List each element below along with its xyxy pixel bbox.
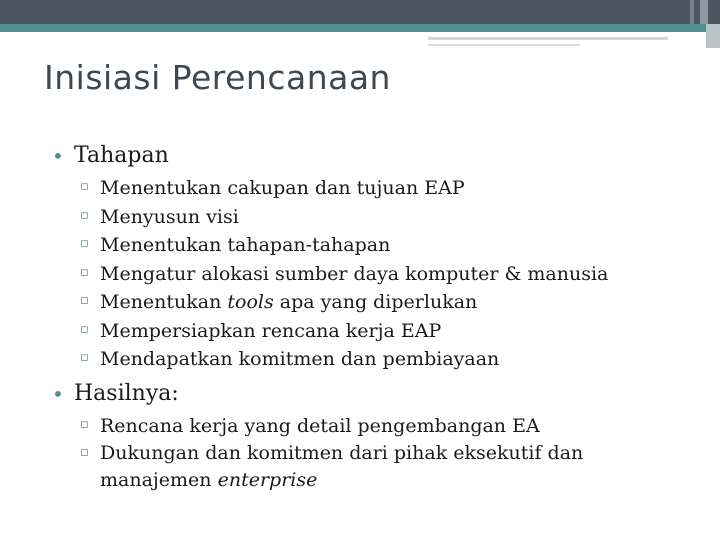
corner-stripe: [706, 24, 720, 48]
accent-line: [428, 44, 580, 46]
top-bar-stripe: [700, 0, 708, 24]
square-bullet-icon: ▫: [80, 207, 89, 223]
square-bullet-icon: ▫: [80, 179, 89, 194]
top-decorative-bar: [0, 0, 720, 24]
list-item-text: Menyusun visi: [100, 205, 239, 228]
bullet-dot-icon: •: [52, 144, 64, 168]
list-item: [80, 440, 700, 494]
list-item-text: Menentukan tahapan-tahapan: [100, 234, 391, 256]
hasilnya-list: [80, 412, 700, 495]
list-item: [80, 412, 700, 441]
square-bullet-icon: ▫: [80, 445, 89, 460]
list-item: [80, 288, 700, 317]
list-item-emphasis: enterprise: [217, 469, 318, 491]
list-item-text: Mendapatkan komitmen dan pembiayaan: [100, 348, 500, 370]
square-bullet-icon: ▫: [80, 236, 89, 251]
list-item: [80, 260, 700, 289]
accent-band: [0, 24, 720, 32]
square-bullet-icon: ▫: [80, 321, 89, 337]
accent-line: [428, 37, 668, 40]
bullet-dot-icon: •: [52, 381, 64, 406]
square-bullet-icon: ▫: [80, 264, 89, 280]
list-item: [80, 174, 700, 203]
list-item-text-suffix: apa yang diperlukan: [273, 291, 478, 313]
list-item: [80, 345, 700, 374]
tahapan-list: [80, 174, 700, 374]
slide-title: Inisiasi Perencanaan: [44, 58, 391, 97]
section-hasilnya: [50, 378, 700, 410]
section-tahapan: [50, 140, 700, 172]
slide-content: [50, 140, 700, 498]
section-label: Tahapan: [74, 143, 169, 168]
list-item-text: Menentukan cakupan dan tujuan EAP: [100, 177, 465, 199]
list-item-text: Mempersiapkan rencana kerja EAP: [100, 319, 442, 342]
square-bullet-icon: ▫: [80, 350, 89, 365]
top-bar-stripe: [690, 0, 694, 24]
list-item-text: Rencana kerja yang detail pengembangan EA: [100, 414, 540, 437]
list-item-text-prefix: Menentukan: [100, 291, 228, 313]
square-bullet-icon: ▫: [80, 293, 89, 308]
list-item: [80, 231, 700, 260]
list-item: [80, 203, 700, 232]
square-bullet-icon: ▫: [80, 416, 89, 432]
list-item-emphasis: tools: [227, 291, 274, 313]
list-item: [80, 317, 700, 346]
list-item-text-prefix: Dukungan dan komitmen dari pihak eksekutif dan manajemen: [100, 442, 584, 491]
list-item-text: Mengatur alokasi sumber daya komputer & manusia: [100, 262, 609, 285]
section-label: Hasilnya:: [74, 380, 179, 406]
